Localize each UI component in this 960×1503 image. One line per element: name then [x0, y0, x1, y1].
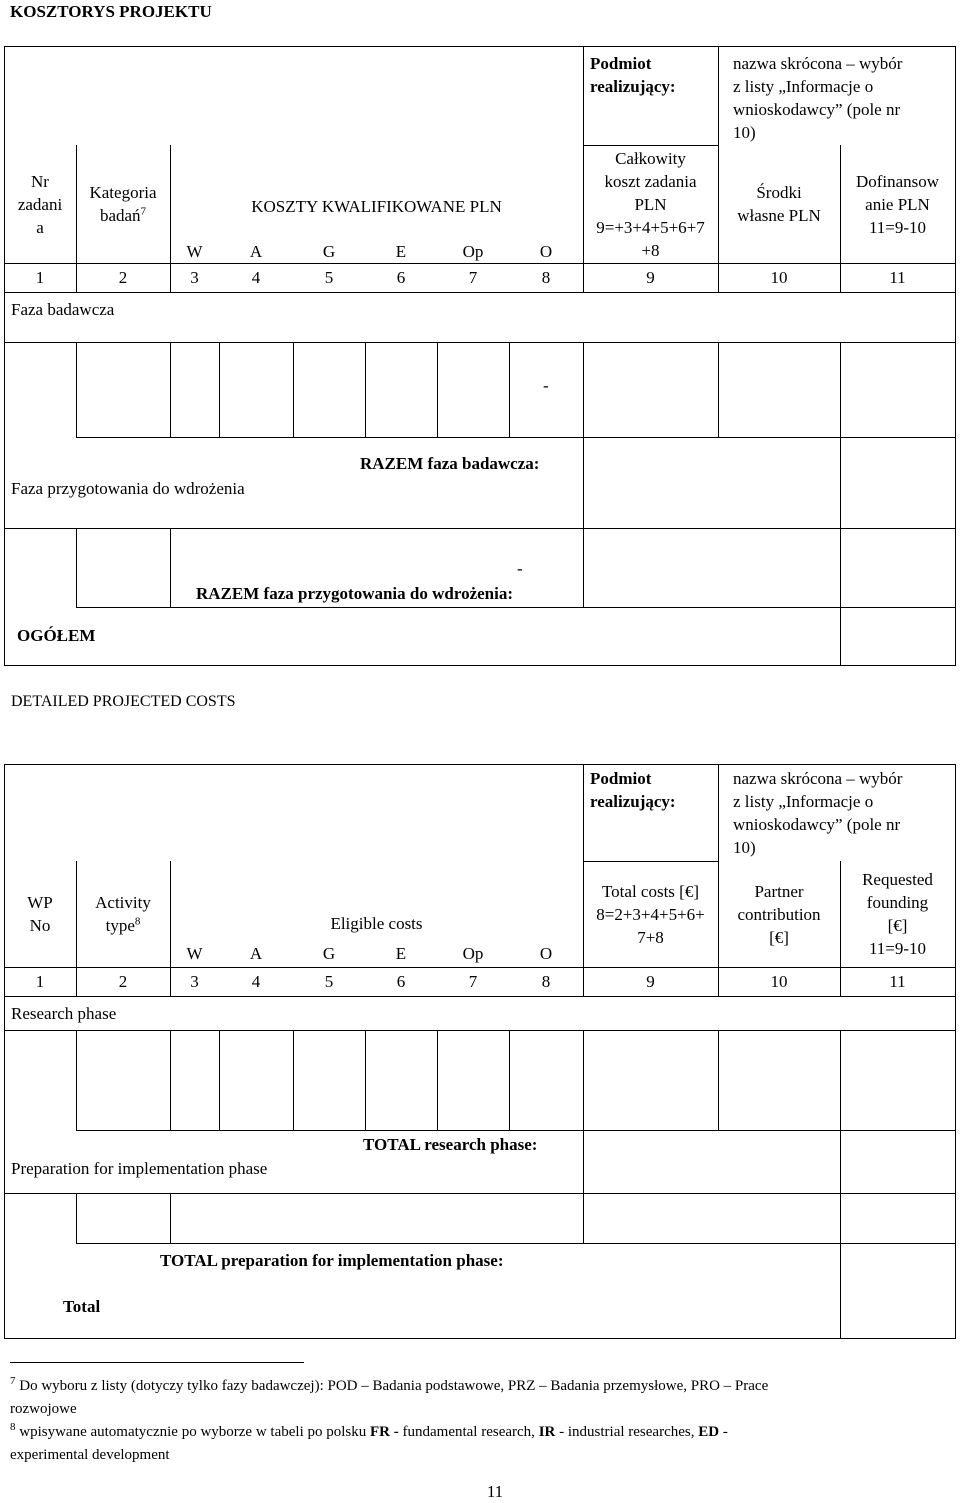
- wp-no-1: WP: [27, 893, 53, 912]
- cat-a-pl: A: [249, 242, 263, 261]
- total-label: Total: [63, 1297, 101, 1316]
- cat-g-en: G: [322, 944, 336, 963]
- requested-founding-2: founding: [866, 893, 929, 912]
- total-research-label: TOTAL research phase:: [363, 1135, 538, 1154]
- col-num-pl: 7: [468, 268, 478, 287]
- footnote-separator: [10, 1362, 304, 1363]
- nazwa-en-4: 10): [733, 838, 756, 857]
- calkowity-1: Całkowity: [615, 149, 686, 168]
- total-costs-3: 7+8: [637, 928, 664, 947]
- partner-contribution-1: Partner: [754, 882, 804, 901]
- podmiot-label-pl-1: Podmiot: [590, 54, 652, 73]
- calkowity-4: 9=+3+4+5+6+7: [596, 218, 705, 237]
- requested-founding-4: 11=9-10: [868, 939, 927, 958]
- footnote-ref-7: 7: [140, 205, 147, 218]
- footnote-7-cont: rozwojowe: [10, 1401, 77, 1417]
- activity-type-1: Activity: [95, 893, 151, 912]
- requested-founding-3: [€]: [887, 916, 908, 935]
- col-num-en: 6: [396, 972, 406, 991]
- nazwa-pl-1: nazwa skrócona – wybór: [733, 54, 903, 73]
- srodki-2: własne PLN: [737, 206, 821, 225]
- faza-przygotowania-label: Faza przygotowania do wdrożenia: [11, 479, 245, 498]
- col-num-pl: 5: [324, 268, 334, 287]
- razem-przygotowania-label: RAZEM faza przygotowania do wdrożenia:: [196, 584, 513, 603]
- title-en: DETAILED PROJECTED COSTS: [11, 693, 236, 710]
- page-number: 11: [486, 1482, 504, 1501]
- dofinansowanie-2: anie PLN: [865, 195, 930, 214]
- dash-value: -: [543, 376, 549, 395]
- eligible-costs: Eligible costs: [330, 914, 423, 933]
- footnote-8: [10, 1422, 728, 1442]
- footnote-7-text: Do wyboru z listy (dotyczy tylko fazy badawczej): POD – Badania podstawowe, PRZ – Badania przemysłowe, PRO – Prace: [19, 1378, 769, 1394]
- footnote-7-number: 7: [10, 1375, 16, 1387]
- nazwa-pl-4: 10): [733, 123, 756, 142]
- fn8-d: -: [719, 1424, 728, 1440]
- cat-w-en: W: [186, 944, 203, 963]
- footnote-8-number: 8: [10, 1421, 16, 1433]
- cat-o-en: O: [539, 944, 553, 963]
- col-num-en: 9: [646, 972, 655, 991]
- wp-no-2: No: [29, 916, 51, 935]
- activity-type-2-text: type: [105, 916, 135, 935]
- col-num-en: 11: [889, 972, 906, 991]
- kategoria-2: [76, 204, 170, 227]
- calkowity-5: +8: [641, 241, 660, 260]
- podmiot-label-en-1: Podmiot: [590, 769, 652, 788]
- cat-e-pl: E: [395, 242, 407, 261]
- nazwa-pl-2: z listy „Informacje o: [733, 77, 874, 96]
- calkowity-2: koszt zadania: [604, 172, 697, 191]
- requested-founding-1: Requested: [862, 870, 933, 889]
- col-num-en: 4: [251, 972, 261, 991]
- cat-o-pl: O: [539, 242, 553, 261]
- koszty-kwalifikowane: KOSZTY KWALIFIKOWANE PLN: [251, 197, 502, 216]
- cat-e-en: E: [395, 944, 407, 963]
- preparation-phase-label: Preparation for implementation phase: [11, 1159, 268, 1178]
- fn8-b: fundamental research,: [398, 1424, 539, 1440]
- col-num-pl: 11: [889, 268, 906, 287]
- faza-badawcza-label: Faza badawcza: [11, 300, 115, 319]
- partner-contribution-3: [€]: [769, 928, 789, 947]
- srodki-1: Środki: [756, 183, 802, 202]
- cat-a-en: A: [249, 944, 263, 963]
- cat-w-pl: W: [186, 242, 203, 261]
- total-preparation-label: TOTAL preparation for implementation phase:: [160, 1251, 504, 1270]
- col-num-en: 2: [118, 972, 128, 991]
- nr-zadania-2: zadani: [17, 195, 63, 214]
- research-phase-label: Research phase: [11, 1004, 117, 1023]
- col-num-pl: 3: [190, 268, 199, 287]
- nr-zadania-1: Nr: [31, 172, 49, 191]
- dofinansowanie-3: 11=9-10: [868, 218, 927, 237]
- nazwa-en-3: wnioskodawcy” (pole nr: [733, 815, 901, 834]
- calkowity-3: PLN: [634, 195, 667, 214]
- fn8-ir: IR: [538, 1424, 556, 1440]
- cat-op-en: Op: [462, 944, 484, 963]
- razem-badawcza-label: RAZEM faza badawcza:: [360, 454, 540, 473]
- nazwa-en-2: z listy „Informacje o: [733, 792, 874, 811]
- fn8-a: wpisywane automatycznie po wyborze w tabeli po polsku: [19, 1424, 370, 1440]
- kategoria-2-text: badań: [99, 206, 141, 225]
- nazwa-pl-3: wnioskodawcy” (pole nr: [733, 100, 901, 119]
- podmiot-label-pl-2: realizujący:: [590, 77, 676, 96]
- nazwa-en-1: nazwa skrócona – wybór: [733, 769, 903, 788]
- cat-op-pl: Op: [462, 242, 484, 261]
- footnote-ref-8: 8: [134, 915, 141, 928]
- fn8-ed: ED: [698, 1424, 720, 1440]
- col-num-en: 10: [770, 972, 788, 991]
- col-num-pl: 1: [35, 268, 45, 287]
- col-num-pl: 10: [770, 268, 788, 287]
- col-num-pl: 4: [251, 268, 261, 287]
- col-num-pl: 9: [646, 268, 655, 287]
- nr-zadania-3: a: [36, 218, 44, 237]
- activity-type-2: [76, 914, 170, 937]
- podmiot-label-en-2: realizujący:: [590, 792, 676, 811]
- fn8-fr: FR -: [370, 1424, 399, 1440]
- col-num-en: 1: [35, 972, 45, 991]
- fn8-c: - industrial researches,: [555, 1424, 699, 1440]
- col-num-pl: 2: [118, 268, 128, 287]
- col-num-en: 7: [468, 972, 478, 991]
- title-pl: KOSZTORYS PROJEKTU: [10, 2, 212, 21]
- cat-g-pl: G: [322, 242, 336, 261]
- footnote-8-cont: experimental development: [10, 1447, 170, 1463]
- col-num-en: 8: [541, 972, 551, 991]
- footnote-7: [10, 1376, 768, 1396]
- ogolem-label: OGÓŁEM: [17, 626, 96, 645]
- total-costs-1: Total costs [€]: [601, 882, 699, 901]
- col-num-pl: 6: [396, 268, 406, 287]
- dofinansowanie-1: Dofinansow: [855, 172, 940, 191]
- col-num-en: 3: [190, 972, 199, 991]
- dash-value: -: [517, 559, 523, 578]
- partner-contribution-2: contribution: [737, 905, 821, 924]
- total-costs-2: 8=2+3+4+5+6+: [596, 905, 705, 924]
- kategoria-1: Kategoria: [89, 183, 157, 202]
- col-num-en: 5: [324, 972, 334, 991]
- col-num-pl: 8: [541, 268, 551, 287]
